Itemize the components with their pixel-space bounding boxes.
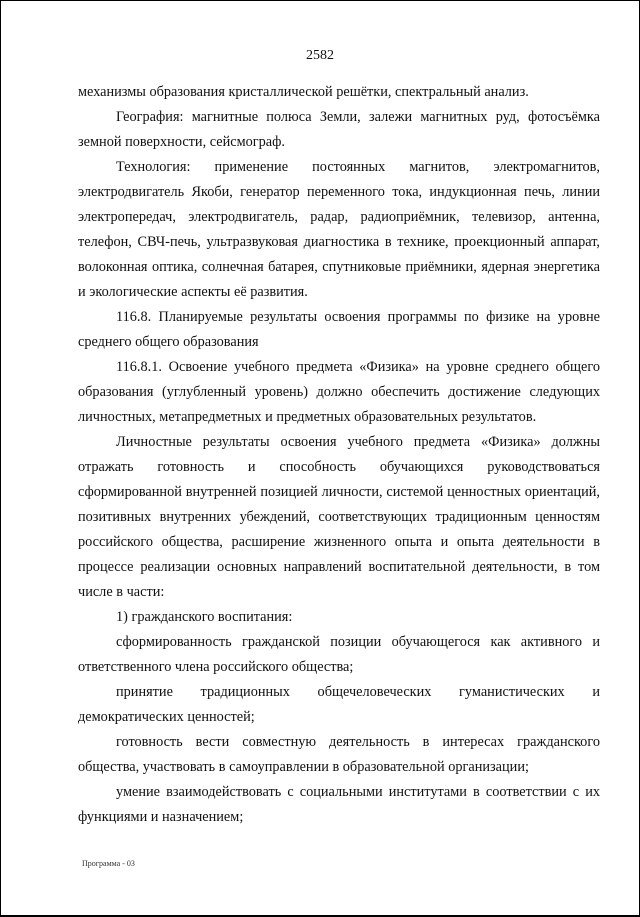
paragraph-11: умение взаимодействовать с социальными институтами в соответствии с их функциями и назначением;	[78, 784, 600, 825]
paragraph-7: 1) гражданского воспитания:	[116, 609, 293, 625]
paragraph-5: 116.8.1. Освоение учебного предмета «Физика» на уровне среднего общего образования (углубленный уровень) должно обеспечить достижение следующих личностных, метапредметных и предметных образовательных результатов.	[78, 359, 600, 425]
paragraph-6: Личностные результаты освоения учебного предмета «Физика» должны отражать готовность и способность обучающихся руководствоваться сформированной внутренней позицией личности, системой ценностных ориентаций, позитивных внутренних убеждений, соответствующих традиционным ценностям российского общества, расширение жизненного опыта и опыта деятельности в процессе реализации основных направлений воспитательной деятельности, в том числе в части:	[78, 434, 600, 600]
paragraph-3: Технология: применение постоянных магнитов, электромагнитов, электродвигатель Якоби, генератор переменного тока, индукционная печь, линии электропередач, электродвигатель, радар, радиоприёмник, телевизор, антенна, телефон, СВЧ-печь, ультразвуковая диагностика в технике, проекционный аппарат, волоконная оптика, солнечная батарея, спутниковые приёмники, ядерная энергетика и экологические аспекты её развития.	[78, 159, 600, 300]
paragraph-9: принятие традиционных общечеловеческих гуманистических и демократических ценностей;	[78, 684, 600, 725]
paragraph-1: механизмы образования кристаллической решётки, спектральный анализ.	[78, 84, 529, 100]
paragraph-8: сформированность гражданской позиции обучающегося как активного и ответственного члена российского общества;	[78, 634, 600, 675]
paragraph-4: 116.8. Планируемые результаты освоения программы по физике на уровне среднего общего образования	[78, 309, 600, 350]
page-number: 2582	[306, 48, 334, 63]
paragraph-2: География: магнитные полюса Земли, залежи магнитных руд, фотосъёмка земной поверхности, сейсмограф.	[78, 109, 600, 150]
paragraph-10: готовность вести совместную деятельность в интересах гражданского общества, участвовать в самоуправлении в образовательной организации;	[78, 734, 600, 775]
footer-label: Программа - 03	[82, 859, 135, 868]
document-body	[78, 80, 600, 830]
